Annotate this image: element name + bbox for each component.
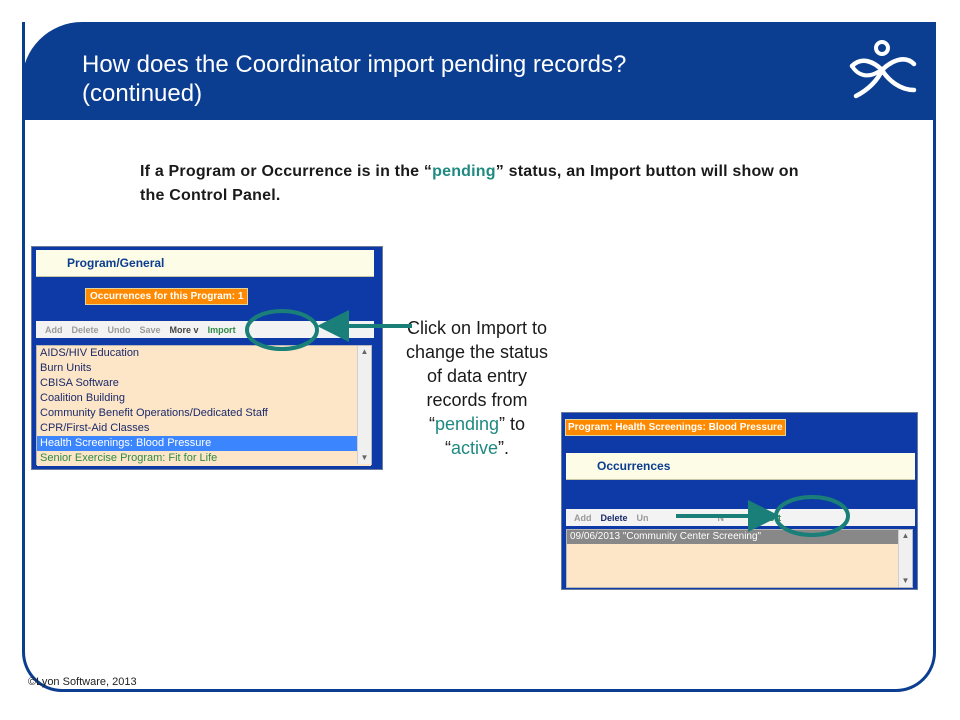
callout-part3: ”. bbox=[498, 438, 510, 458]
add-button[interactable]: Add bbox=[574, 512, 592, 523]
import-button[interactable]: Import bbox=[753, 512, 782, 523]
program-list-scrollbar[interactable] bbox=[357, 346, 371, 464]
more-button[interactable]: More v bbox=[169, 324, 199, 335]
import-button[interactable]: Import bbox=[207, 324, 236, 335]
list-item[interactable]: CBISA Software bbox=[40, 377, 119, 389]
slide-title bbox=[82, 50, 782, 108]
callout-pending-highlight: pending bbox=[434, 414, 500, 434]
scroll-down-icon[interactable]: ▼ bbox=[901, 576, 910, 585]
list-item-selected[interactable]: Health Screenings: Blood Pressure bbox=[37, 436, 371, 451]
program-general-screenshot bbox=[31, 246, 383, 470]
callout-active-highlight: active bbox=[450, 438, 499, 458]
delete-button[interactable]: Delete bbox=[71, 324, 99, 335]
scroll-down-icon[interactable]: ▼ bbox=[360, 453, 369, 462]
copyright-footer: ©Lyon Software, 2013 bbox=[28, 676, 137, 688]
callout-part1: Click on Import to change the status of data entry records from “ bbox=[405, 318, 549, 434]
program-name-badge: Program: Health Screenings: Blood Pressure bbox=[565, 419, 786, 436]
occurrences-header bbox=[566, 453, 915, 480]
stick-figure-logo-icon bbox=[848, 40, 918, 102]
callout-part2: ” to “ bbox=[444, 414, 526, 458]
list-item[interactable]: Burn Units bbox=[40, 362, 92, 374]
occurrences-toolbar bbox=[566, 509, 915, 526]
intro-text bbox=[140, 160, 820, 208]
undo-button[interactable]: Undo bbox=[107, 324, 131, 335]
intro-part2: ” status, an Import button will show on the Control Panel. bbox=[140, 163, 799, 204]
add-button[interactable]: Add bbox=[45, 324, 63, 335]
undo-button[interactable]: Un bbox=[636, 512, 649, 523]
program-list bbox=[36, 345, 372, 465]
intro-part1: If a Program or Occurrence is in the “ bbox=[140, 163, 433, 180]
program-general-title: Program/General bbox=[67, 256, 165, 270]
list-item[interactable]: CPR/First-Aid Classes bbox=[40, 422, 150, 434]
occurrences-title: Occurrences bbox=[597, 459, 671, 473]
list-item[interactable]: Community Benefit Operations/Dedicated Staff bbox=[40, 407, 268, 419]
save-button[interactable]: Save bbox=[139, 324, 161, 335]
next-button[interactable]: N bbox=[717, 512, 725, 523]
program-general-header bbox=[36, 250, 374, 277]
callout-text bbox=[397, 316, 557, 460]
occurrences-list bbox=[566, 529, 913, 588]
scroll-up-icon[interactable]: ▲ bbox=[901, 531, 910, 540]
intro-pending-highlight: pending bbox=[432, 163, 496, 180]
slide-title-line1: How does the Coordinator import pending records? bbox=[82, 51, 627, 78]
occurrences-screenshot bbox=[561, 412, 918, 590]
list-item[interactable]: AIDS/HIV Education bbox=[40, 347, 140, 359]
occurrences-list-scrollbar[interactable] bbox=[898, 530, 912, 587]
slide-title-line2: (continued) bbox=[82, 80, 203, 107]
list-item[interactable]: Coalition Building bbox=[40, 392, 125, 404]
program-toolbar bbox=[36, 321, 374, 338]
list-item-selected[interactable]: 09/06/2013 "Community Center Screening" bbox=[567, 530, 899, 544]
scroll-up-icon[interactable]: ▲ bbox=[360, 347, 369, 356]
occurrences-count-badge: Occurrences for this Program: 1 bbox=[85, 288, 248, 305]
list-item[interactable]: Senior Exercise Program: Fit for Life bbox=[37, 451, 371, 466]
delete-button[interactable]: Delete bbox=[600, 512, 628, 523]
